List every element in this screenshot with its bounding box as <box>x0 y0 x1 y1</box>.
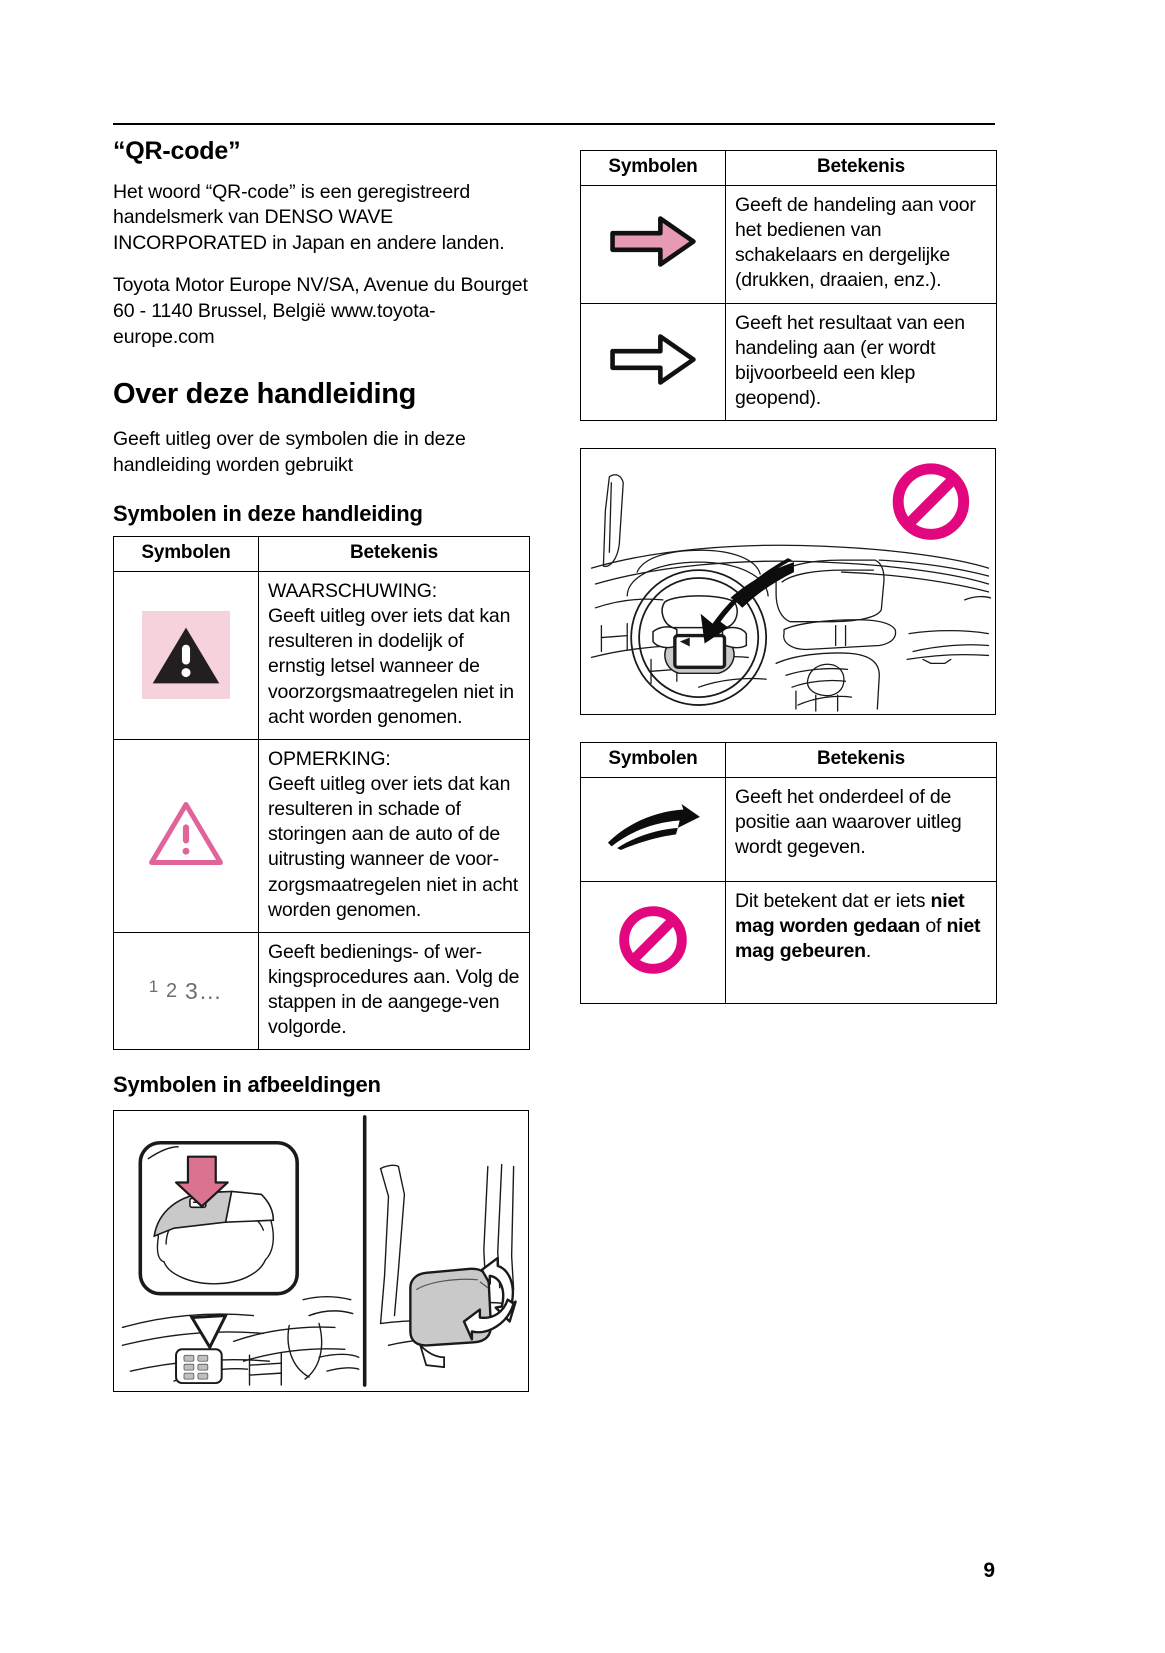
table-row <box>581 882 997 1004</box>
qr-code-heading: “QR-code” <box>113 137 241 165</box>
step-numbers-icon: $^1$ 2 3… <box>148 977 224 1005</box>
illustration-steering-and-mirror <box>113 1110 529 1392</box>
steps-description: Geeft bedienings- of wer-kingsprocedures aan. Volg de stappen in de aangege-ven volgorde. <box>268 940 520 1039</box>
action-symbols-table <box>580 150 997 421</box>
table-row <box>114 739 530 932</box>
page-number: 9 <box>983 1559 995 1582</box>
column-header-symbols: Symbolen <box>114 537 259 572</box>
warning-text-cell <box>259 572 530 740</box>
warning-symbol-cell <box>114 572 259 740</box>
notice-symbol-cell <box>114 739 259 932</box>
table-row <box>581 778 997 882</box>
column-header-meaning: Betekenis <box>726 151 997 186</box>
table-row <box>114 932 530 1050</box>
result-action-text-cell <box>726 303 997 421</box>
prohibition-circle-icon <box>617 904 689 976</box>
notice-label: OPMERKING: <box>268 747 391 770</box>
notice-text-cell <box>259 739 530 932</box>
steps-text-cell <box>259 932 530 1050</box>
table-header-row <box>114 537 530 572</box>
table-row <box>581 303 997 421</box>
right-column <box>580 150 996 1004</box>
qr-code-paragraph: Het woord “QR-code” is een geregistreerd handelsmerk van DENSO WAVE INCORPORATED in Japan en andere landen. <box>113 180 505 255</box>
curved-black-arrow-icon <box>604 804 702 850</box>
prohibition-circle-icon <box>898 469 964 535</box>
table-row <box>114 572 530 740</box>
reference-symbols-table <box>580 742 997 1004</box>
prohibition-description: Dit betekent dat er iets niet mag worden gedaan of niet mag gebeuren. <box>735 890 981 963</box>
column-header-symbols: Symbolen <box>581 743 726 778</box>
shift-lever <box>176 1349 222 1383</box>
header-rule <box>113 123 995 125</box>
warning-triangle-filled-icon <box>142 611 230 699</box>
warning-description: Geeft uitleg over iets dat kan resulteren in dodelijk of ernstig letsel wanneer de voorzorgsmaatregelen niet in acht worden genomen. <box>268 605 514 728</box>
dashboard-illustration <box>580 448 996 715</box>
steps-symbol-cell <box>114 932 259 1050</box>
press-action-text-cell <box>726 186 997 304</box>
warning-label: WAARSCHUWING: <box>268 580 437 603</box>
symbols-in-manual-heading: Symbolen in deze handleiding <box>113 500 423 526</box>
notice-description: Geeft uitleg over iets dat kan resulteren in schade of storingen aan de auto of de uitrusting wanneer de voor-zorgsmaatregelen niet in acht worden genomen. <box>268 773 519 921</box>
about-manual-intro: Geeft uitleg over de symbolen die in deze handleiding worden gebruikt <box>113 427 466 476</box>
outline-arrow-symbol-cell <box>581 303 726 421</box>
toyota-address-paragraph: Toyota Motor Europe NV/SA, Avenue du Bourget 60 - 1140 Brussel, België www.toyota-europe.com <box>113 274 528 349</box>
about-manual-heading: Over deze handleiding <box>113 378 417 411</box>
pointer-arrow-symbol-cell <box>581 778 726 882</box>
column-header-meaning: Betekenis <box>259 537 530 572</box>
pink-arrow-symbol-cell <box>581 186 726 304</box>
prohibition-description-cell <box>726 882 997 1004</box>
column-header-meaning: Betekenis <box>726 743 997 778</box>
result-action-description: Geeft het resultaat van een handeling aan (er wordt bijvoorbeeld een klep geopend). <box>735 311 965 409</box>
pointer-description: Geeft het onderdeel of de positie aan waarover uitleg wordt gegeven. <box>735 786 962 859</box>
table-header-row <box>581 743 997 778</box>
prohibition-symbol-cell <box>581 882 726 1004</box>
column-header-symbols: Symbolen <box>581 151 726 186</box>
table-row <box>581 186 997 304</box>
symbols-in-manual-table <box>113 536 530 1050</box>
outline-arrow-right-icon <box>607 331 699 388</box>
left-column <box>113 138 529 1392</box>
table-header-row <box>581 151 997 186</box>
press-action-description: Geeft de handeling aan voor het bedienen van schakelaars en dergelijke (drukken, draaien, enz.). <box>735 194 976 292</box>
pink-arrow-right-icon <box>607 213 699 270</box>
symbols-in-illustrations-heading: Symbolen in afbeeldingen <box>113 1072 381 1098</box>
notice-triangle-outline-icon <box>147 798 225 869</box>
pointer-description-cell <box>726 778 997 882</box>
